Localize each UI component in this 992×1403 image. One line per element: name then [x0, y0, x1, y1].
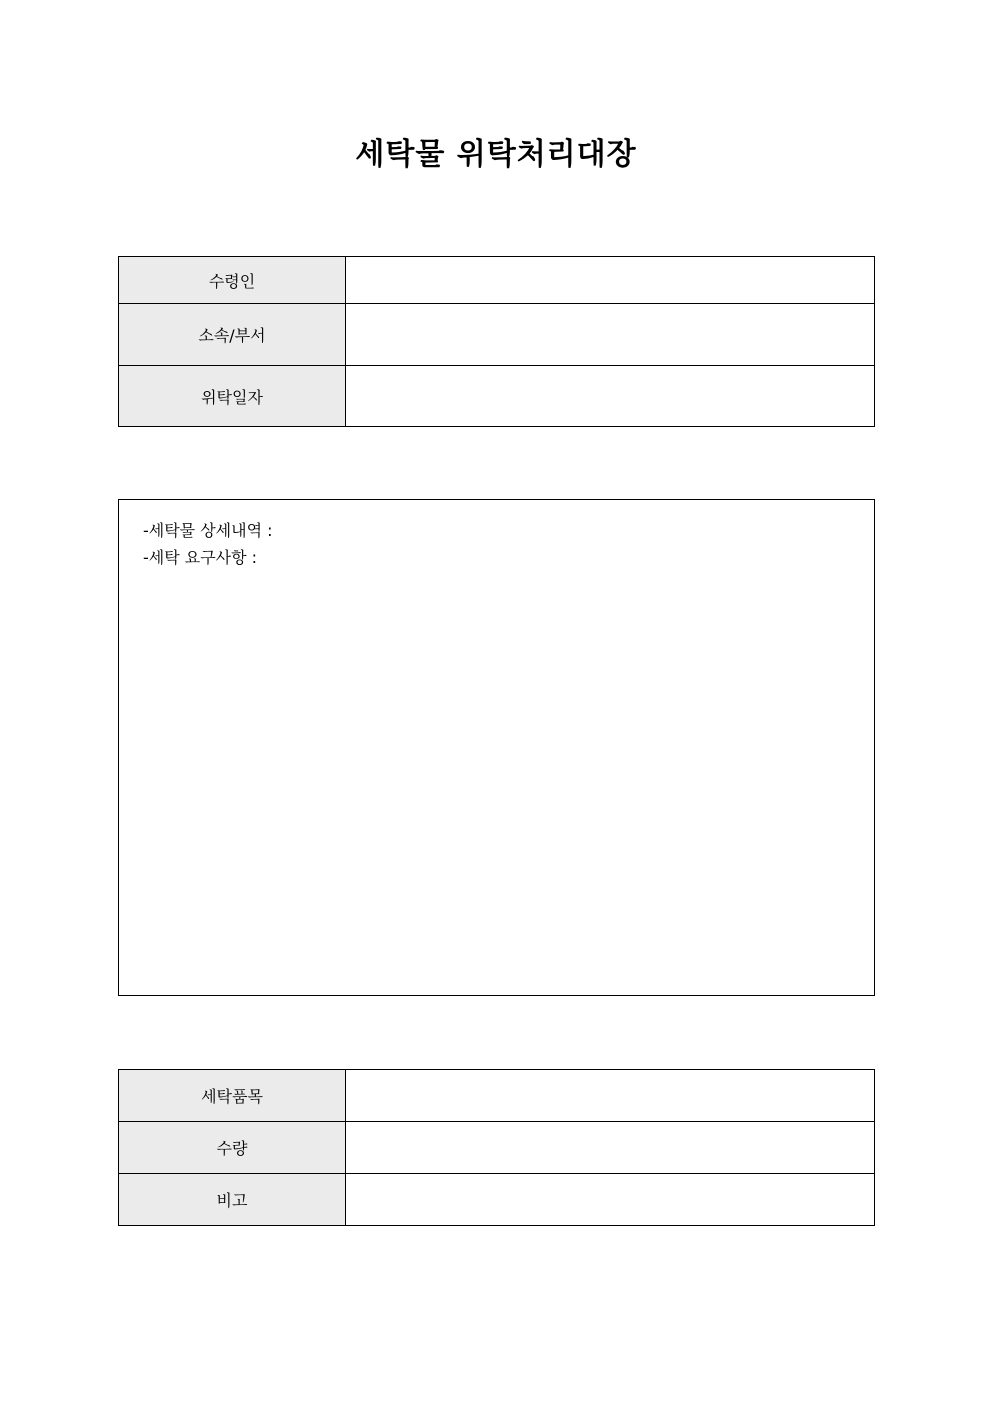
department-field[interactable] — [346, 304, 875, 366]
laundry-requirements-line: -세탁 요구사항 : — [143, 548, 258, 567]
table-row — [119, 1174, 875, 1226]
recipient-field[interactable] — [346, 257, 875, 304]
laundry-details-box[interactable] — [118, 499, 875, 996]
recipient-label: 수령인 — [119, 257, 346, 304]
department-label: 소속/부서 — [119, 304, 346, 366]
table-row — [119, 366, 875, 427]
quantity-field[interactable] — [346, 1122, 875, 1174]
consignment-date-label: 위탁일자 — [119, 366, 346, 427]
document-title: 세탁물 위탁처리대장 — [355, 137, 637, 172]
table-row — [119, 304, 875, 366]
laundry-item-label: 세탁품목 — [119, 1070, 346, 1122]
table-row — [119, 1122, 875, 1174]
laundry-details-line: -세탁물 상세내역 : — [143, 521, 273, 540]
remarks-label: 비고 — [119, 1174, 346, 1226]
quantity-label: 수량 — [119, 1122, 346, 1174]
table-row — [119, 257, 875, 304]
remarks-field[interactable] — [346, 1174, 875, 1226]
laundry-items-table — [118, 1069, 875, 1226]
recipient-info-table — [118, 256, 875, 427]
consignment-date-field[interactable] — [346, 366, 875, 427]
laundry-item-field[interactable] — [346, 1070, 875, 1122]
table-row — [119, 1070, 875, 1122]
